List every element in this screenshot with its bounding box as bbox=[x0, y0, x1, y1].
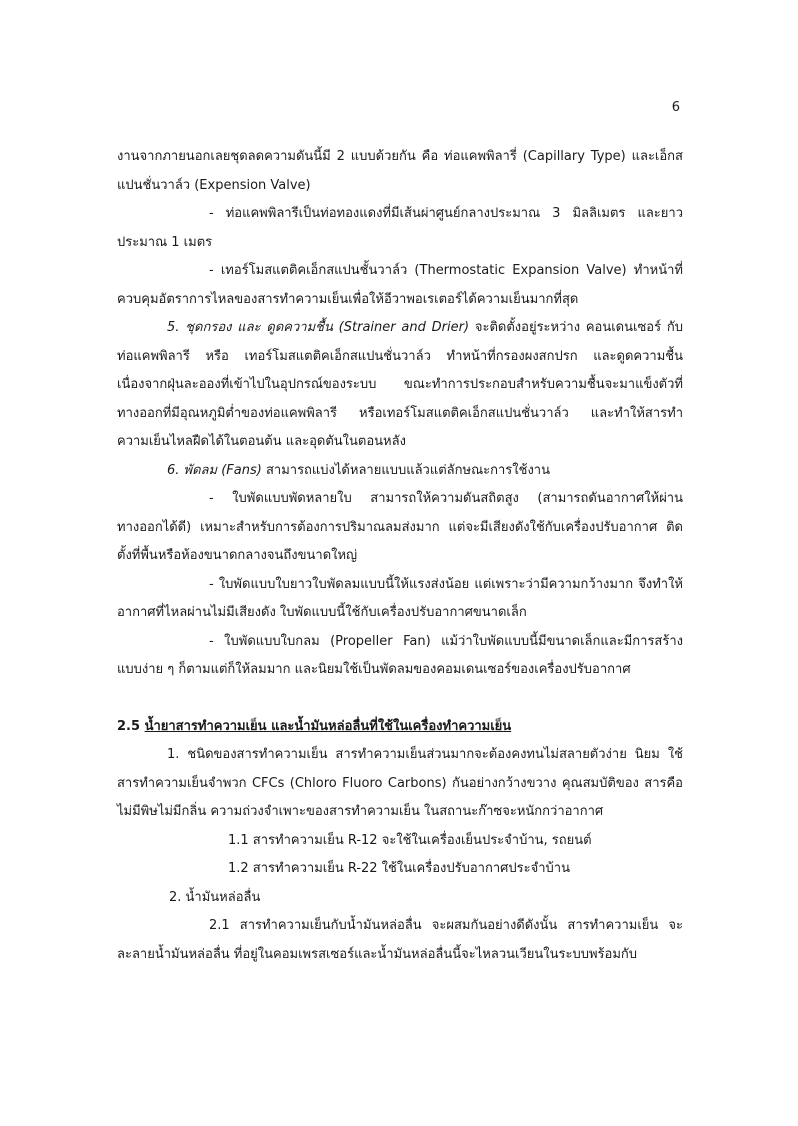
paragraph-long-blade-fan: - ใบพัดแบบใบยาวใบพัดลมแบบนี้ให้แรงส่งน้อย แต่เพราะว่ามีความกว้างมาก จึงทำให้อากาศที่ไหลผ่านไม่มีเสียงดัง ใบพัดแบบนี้ใช้กับเครื่องปรับอากาศขนาดเล็ก bbox=[117, 576, 683, 620]
document-body bbox=[117, 143, 683, 969]
strainer-drier-heading: 5. ชุดกรอง และ ดูดความชื้น (Strainer and Drier) bbox=[167, 320, 470, 335]
section-title: น้ำยาสารทำความเย็น และน้ำมันหล่อลื่นที่ใช้ในเครื่องทำความเย็น bbox=[144, 718, 512, 734]
section-heading bbox=[117, 713, 683, 742]
paragraph-lubricant-mixing: 2.1 สารทำความเย็นกับน้ำมันหล่อลื่น จะผสมกันอย่างดีดังนั้น สารทำความเย็น จะละลายน้ำมันหล่อลื่น ที่อยู่ในคอมเพรสเซอร์และน้ำมันหล่อลื่นนี้จะไหลวนเวียนในระบบพร้อมกับ bbox=[117, 918, 683, 962]
paragraph-strainer-drier bbox=[117, 314, 683, 457]
paragraph-fans bbox=[117, 457, 683, 486]
paragraph-thermostatic-valve: - เทอร์โมสแตติคเอ็กสแปนชั้นวาล์ว (Thermostatic Expansion Valve) ทำหน้าที่ ควบคุมอัตราการไหลของสารทำความเย็นเพื่อให้อีวาพอเรเตอร์ได้ความเย็นมากที่สุด bbox=[117, 263, 683, 307]
fans-heading: 6. พัดลม (Fans) bbox=[167, 462, 262, 478]
page-number: 6 bbox=[671, 100, 680, 115]
paragraph-refrigerant-types: 1. ชนิดของสารทำความเย็น สารทำความเย็นส่วนมากจะต้องคงทนไม่สลายตัวง่าย นิยม ใช้สารทำความเย็นจำพวก CFCs (Chloro Fluoro Carbons) กันอย่างกว้างขวาง คุณสมบัติของ สารคือไม่มีพิษไม่มีกลิ่น ความถ่วงจำเพาะของสารทำความเย็น ในสถานะก๊าซจะหนักกว่าอากาศ bbox=[117, 747, 683, 819]
list-item-r12: 1.1 สารทำความเย็น R-12 จะใช้ในเครื่องเย็นประจำบ้าน, รถยนต์ bbox=[228, 832, 592, 848]
fans-text: สามารถแบ่งได้หลายแบบแล้วแต่ลักษณะการใช้งาน bbox=[261, 462, 550, 478]
strainer-drier-text: จะติดตั้งอยู่ระหว่าง คอนเดนเซอร์ กับ ท่อแคพพิลารี หรือ เทอร์โมสแตติคเอ็กสแปนชั่นวาล์ว ทำหน้าที่กรองผงสกปรก และดูดความชื้น เนื่องจากฝุ่นละอองที่เข้าไปในอุปกรณ์ของระบบ ขณะทำการประกอบสำหรับความชื้นจะมาแข็งตัวที่ ทางออกที่มีอุณหภูมิต่ำของท่อแคพพิลารี หรือเทอร์โมสแตติคเอ็กสแปนชั่นวาล์ว และทำให้สารทำ ความเย็นไหลฝืดได้ในตอนต้น และอุดตันในตอนหลัง bbox=[117, 320, 683, 449]
list-item-r22: 1.2 สารทำความเย็น R-22 ใช้ในเครื่องปรับอากาศประจำบ้าน bbox=[228, 861, 570, 876]
paragraph-capillary-tube: - ท่อแคพพิลารีเป็นท่อทองแดงที่มีเส้นผ่าศูนย์กลางประมาณ 3 มิลลิเมตร และยาว ประมาณ 1 เมตร bbox=[117, 206, 683, 250]
paragraph-pressure-reducer: งานจากภายนอกเลยชุดลดความดันนี้มี 2 แบบด้วยกัน คือ ท่อแคพพิลารี่ (Capillary Type) และเอ็กสแปนชั่นวาล์ว (Expension Valve) bbox=[117, 149, 683, 193]
paragraph-multi-blade-fan: - ใบพัดแบบพัดหลายใบ สามารถให้ความดันสถิตสูง (สามารถดันอากาศให้ผ่าน ทางออกได้ดี) เหมาะสำหรับการต้องการปริมาณลมส่งมาก แต่จะมีเสียงดังใช้กับเครื่องปรับอากาศ ติดตั้งที่พื้นหรือห้องขนาดกลางจนถึงขนาดใหญ่ bbox=[117, 491, 683, 563]
list-item-lubricant: 2. น้ำมันหล่อลื่น bbox=[169, 889, 261, 905]
section-number: 2.5 bbox=[117, 718, 141, 734]
paragraph-propeller-fan: - ใบพัดแบบใบกลม (Propeller Fan) แม้ว่าใบพัดแบบนี้มีขนาดเล็กและมีการสร้าง แบบง่าย ๆ ก็ตามแต่ก็ให้ลมมาก และนิยมใช้เป็นพัดลมของคอมเดนเซอร์ของเครื่องปรับอากาศ bbox=[117, 633, 683, 677]
